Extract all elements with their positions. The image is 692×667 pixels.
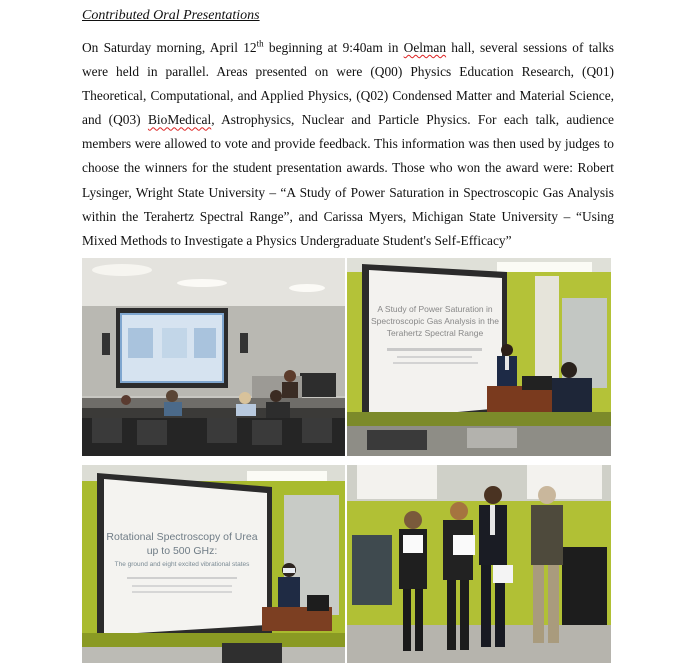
ordinal-suffix: th	[256, 38, 264, 49]
body-paragraph	[82, 36, 614, 253]
paragraph-text: beginning at 9:40am in	[263, 40, 404, 55]
section-heading: Contributed Oral Presentations	[82, 8, 260, 23]
slide-title-line: Rotational Spectroscopy of Urea	[106, 531, 258, 543]
paragraph-text: hall, several sessions of talks were held in parallel. Areas presented on were (Q00) Physics Education Research, (Q01) Theoretical, Computational, and Applied Physics, (Q02) Condensed Matter and Material Science, and (Q03)	[82, 40, 614, 128]
paragraph-text: , Astrophysics, Nuclear and Particle Physics. For each talk, audience members were allowed to vote and provide feedback. This information was then used by judges to choose the winners for the student presentation awards. Those who won the award were: Robert Lysinger, Wright State University – “A Study of Power Saturation in Spectroscopic Gas Analysis within the Terahertz Spectral Range”, and Carissa Myers, Michigan State University – “Using Mixed Methods to Investigate a Physics Undergraduate Student's Self-Efficacy”	[82, 112, 614, 248]
slide-title-line: Spectroscopic Gas Analysis in the	[370, 316, 500, 326]
paragraph-text: On Saturday morning, April 12	[82, 40, 257, 55]
photo-award-winners	[347, 465, 611, 663]
slide-subtitle-line: The ground and eight excited vibrational states	[114, 561, 250, 568]
slide-title-line: up to 500 GHz:	[146, 545, 218, 557]
photo-lecture-hall	[82, 258, 345, 456]
spellcheck-word: Oelman	[403, 40, 447, 55]
photo-award-talk-2	[82, 465, 345, 663]
slide-title-line: A Study of Power Saturation in	[377, 304, 493, 314]
spellcheck-word: BioMedical	[147, 112, 212, 128]
photo-award-talk-1	[347, 258, 611, 456]
slide-title-line: Terahertz Spectral Range	[386, 328, 484, 338]
